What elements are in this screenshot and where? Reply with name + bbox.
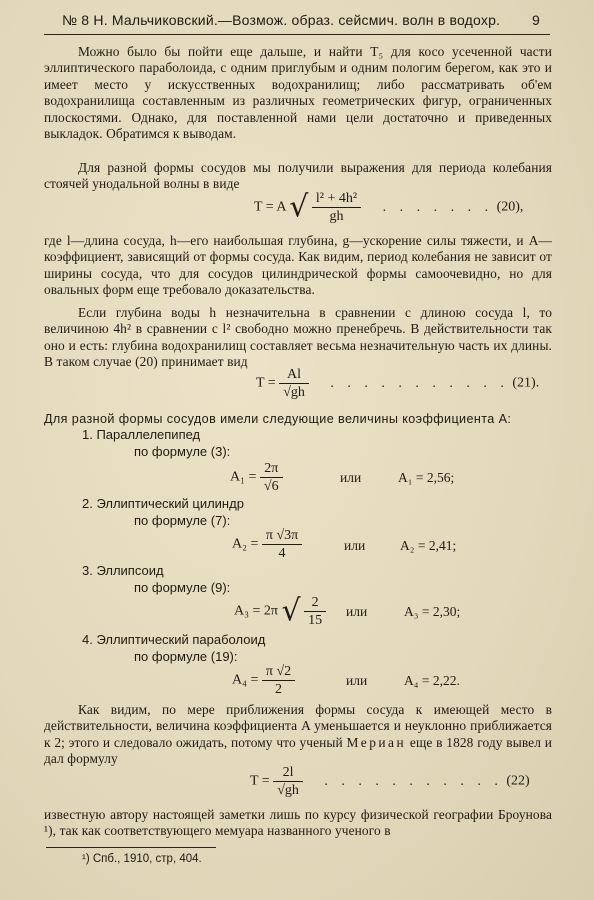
eq21-label: (21). — [512, 375, 540, 391]
case-1-title: 1. Параллелепипед — [82, 427, 201, 442]
case-3-numerator: 2 — [304, 594, 326, 612]
equation-22 — [250, 764, 530, 799]
paragraph-5: Для разной формы сосудов имели следующие величины коэффициента A: — [44, 412, 512, 426]
paragraph-1: Можно было бы пойти еще дальше, и найти T₅ для косо усеченной части эллиптического параболоида, с одним приглубым и одним пологим берегом, как это и имеет место у искусственных водохранилищ; либо рассматривать об'ем водохранилища составленным из различных геометрических фигур, ограниченных плоскостями. Однако, для поставленной нами цели достаточно и приведенных выкладок. Обратимся к выводам. — [44, 44, 552, 142]
case-1-fraction — [260, 460, 283, 495]
sqrt-sign: √ — [281, 593, 301, 629]
case-1-lhs: A₁ = — [230, 469, 257, 485]
footnote: ¹) Спб., 1910, стр, 404. — [82, 853, 202, 865]
case-1-equation — [230, 460, 283, 495]
case-4-value: A₄ = 2,22. — [404, 673, 460, 688]
sqrt-sign: √ — [289, 189, 309, 225]
case-1-denominator: √6 — [263, 479, 279, 494]
case-3-formula: по формуле (9): — [134, 580, 231, 595]
paragraph-3: где l—длина сосуда, h—его наибольшая глубина, g—ускорение силы тяжести, и A—коэффициент, зависящий от формы сосуда. Как видим, период колебания не зависит от ширины сосуда, что для сосудов цилиндрической формы самоочевидно, но для овальных форм еще требовало доказательства. — [44, 233, 552, 298]
paragraph-4: Если глубина воды h незначительна в сравнении с длиною сосуда l, то величиною 4h² в сравнении с l² свободно можно пренебречь. В действительности так оно и есть: глубина водохранилищ составляет весьма незначительную часть их длины. В таком случае (20) принимает вид — [44, 305, 552, 370]
case-2-value: A₂ = 2,41; — [400, 538, 457, 553]
case-2-formula: по формуле (7): — [134, 513, 231, 528]
case-4-or: или — [346, 673, 368, 688]
case-4-numerator: π √2 — [262, 663, 295, 681]
eq22-fraction — [273, 764, 303, 799]
case-2-lhs: A₂ = — [232, 536, 259, 552]
case-2-equation — [232, 527, 302, 562]
eq21-lhs: T = — [256, 375, 276, 391]
eq20-numerator: l² + 4h² — [312, 190, 361, 208]
eq21-numerator: Al — [279, 366, 309, 384]
case-2-fraction — [262, 527, 302, 562]
case-3-value: A₃ = 2,30; — [404, 604, 461, 619]
paragraph-6-tail: еще в 1828 году вывел и дал формулу — [44, 734, 552, 767]
case-2-denominator: 4 — [278, 546, 286, 561]
case-3-equation — [234, 594, 326, 629]
running-title: № 8 Н. Мальчиковский.—Возмож. образ. сейсмич. волн в водохр. — [62, 12, 501, 28]
case-1-or: или — [340, 470, 362, 485]
eq20-fraction — [312, 190, 361, 225]
eq20-denominator: gh — [329, 209, 344, 224]
paragraph-7: известную автору настоящей заметки лишь по курсу физической географии Броунова ¹), так как соответствующего мемуара названного ученого в — [44, 807, 552, 839]
eq21-dots: . . . . . . . . . . . — [330, 375, 509, 391]
case-1-numerator: 2π — [260, 460, 283, 478]
case-4-equation — [232, 663, 295, 698]
eq22-dots: . . . . . . . . . . . — [324, 773, 503, 789]
paragraph-2: Для разной формы сосудов мы получили выражения для периода колебания стоячей унодальной волны в виде — [44, 160, 552, 192]
eq22-numerator: 2l — [273, 764, 303, 782]
eq22-label: (22) — [506, 773, 530, 789]
case-2-numerator: π √3π — [262, 527, 302, 545]
eq22-denominator: √gh — [277, 783, 299, 798]
paragraph-6-body: Как видим, по мере приближения формы сосуда к имеющей место в действительности, величина коэффициента A уменьшается и неуклонно приближается к 2; этого и следовало ожидать, потому что ученый — [44, 702, 552, 750]
case-3-fraction — [304, 594, 326, 629]
case-4-fraction — [262, 663, 295, 698]
case-4-formula: по формуле (19): — [134, 649, 238, 664]
eq20-label: (20), — [496, 199, 524, 215]
equation-21 — [256, 366, 539, 401]
case-3-lhs: A₃ = 2π — [234, 603, 278, 619]
eq22-lhs: T = — [250, 773, 270, 789]
eq20-dots: . . . . . . . — [382, 199, 494, 215]
eq20-lhs: T = A — [254, 199, 286, 215]
running-header — [62, 12, 540, 28]
case-3-or: или — [346, 604, 368, 619]
case-1-value: A₁ = 2,56; — [398, 470, 455, 485]
paragraph-6 — [44, 702, 552, 768]
equation-20 — [254, 190, 523, 225]
scientist-name: Мериан — [346, 734, 407, 750]
eq21-denominator: √gh — [283, 385, 305, 400]
case-2-or: или — [344, 538, 366, 553]
case-2-title: 2. Эллиптический цилиндр — [82, 496, 244, 511]
case-3-denominator: 15 — [308, 613, 323, 628]
footnote-rule — [46, 847, 216, 848]
case-4-denominator: 2 — [275, 682, 283, 697]
page-number: 9 — [532, 12, 540, 28]
eq21-fraction — [279, 366, 309, 401]
case-1-formula: по формуле (3): — [134, 444, 231, 459]
case-4-title: 4. Эллиптический параболоид — [82, 632, 266, 647]
case-3-title: 3. Эллипсоид — [82, 563, 164, 578]
header-rule — [44, 34, 550, 36]
case-4-lhs: A₄ = — [232, 672, 259, 688]
